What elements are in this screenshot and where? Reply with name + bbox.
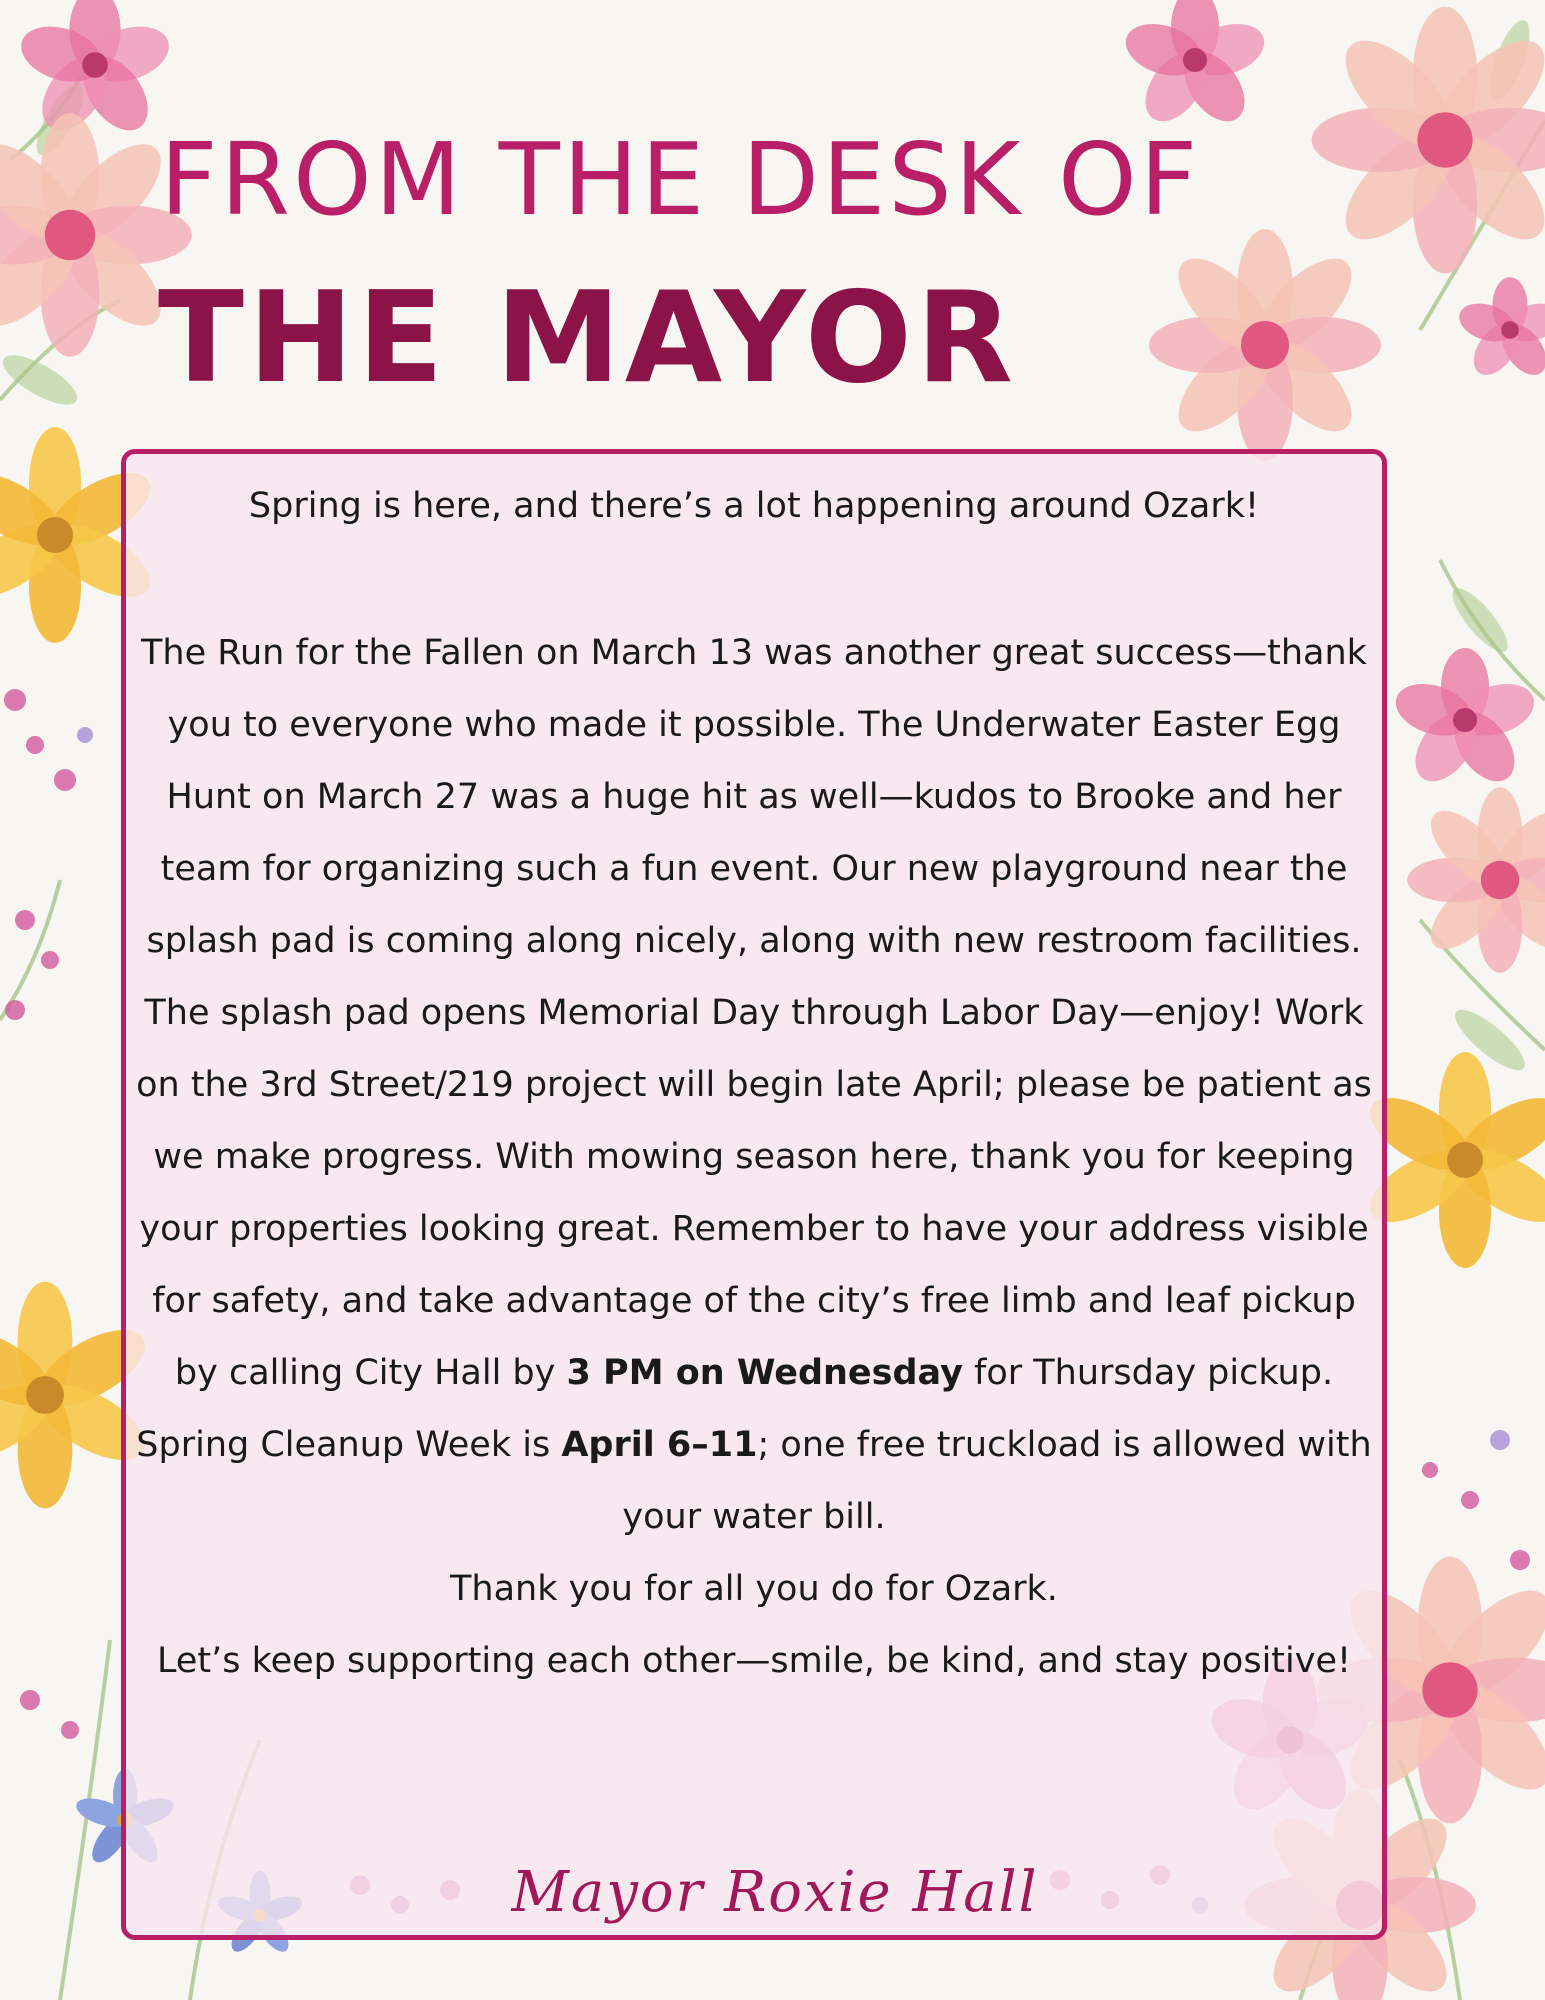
letter-paragraph-events: The Run for the Fallen on March 13 was another great success—thank you to everyone who made it possible. The Underwater Easter Egg Hunt on March 27 was a huge hit as well—kudos to Brooke and her team for organizing such a fun event. (141, 633, 1367, 889)
pickup-deadline: 3 PM on Wednesday (566, 1353, 963, 1393)
title-the-mayor: THE MAYOR (158, 264, 1018, 411)
mowing-text-c: ; one free truckload is allowed with your water bill. (622, 1425, 1372, 1537)
title-from-the-desk-of: FROM THE DESK OF (160, 121, 1201, 238)
letter-closing: Let’s keep supporting each other—smile, be kind, and stay positive! (156, 1641, 1352, 1681)
cleanup-dates: April 6–11 (561, 1425, 758, 1465)
letter-paragraph-playground: Our new playground near the splash pad is coming along nicely, along with new restroom facilities. The splash pad opens Memorial Day through Labor Day—enjoy! Work on the 3rd Street/219 project will begin late April; please be patient as we make progress. (136, 849, 1372, 1177)
letter-body (135, 617, 1373, 1697)
mowing-text-a: With mowing season here, thank you for keeping your properties looking great. Remember to have your address visible for safety, and take advantage of the city’s free limb and leaf pickup by calling City Hall by (139, 1137, 1369, 1393)
mowing-text-b: for Thursday pickup. Spring Cleanup Week is (136, 1353, 1334, 1465)
letter-thanks: Thank you for all you do for Ozark. (450, 1569, 1058, 1609)
letter-paragraph-mowing (136, 1137, 1371, 1537)
letter-intro: Spring is here, and there’s a lot happening around Ozark! (248, 486, 1260, 526)
mayor-signature: Mayor Roxie Hall (511, 1860, 1039, 1925)
